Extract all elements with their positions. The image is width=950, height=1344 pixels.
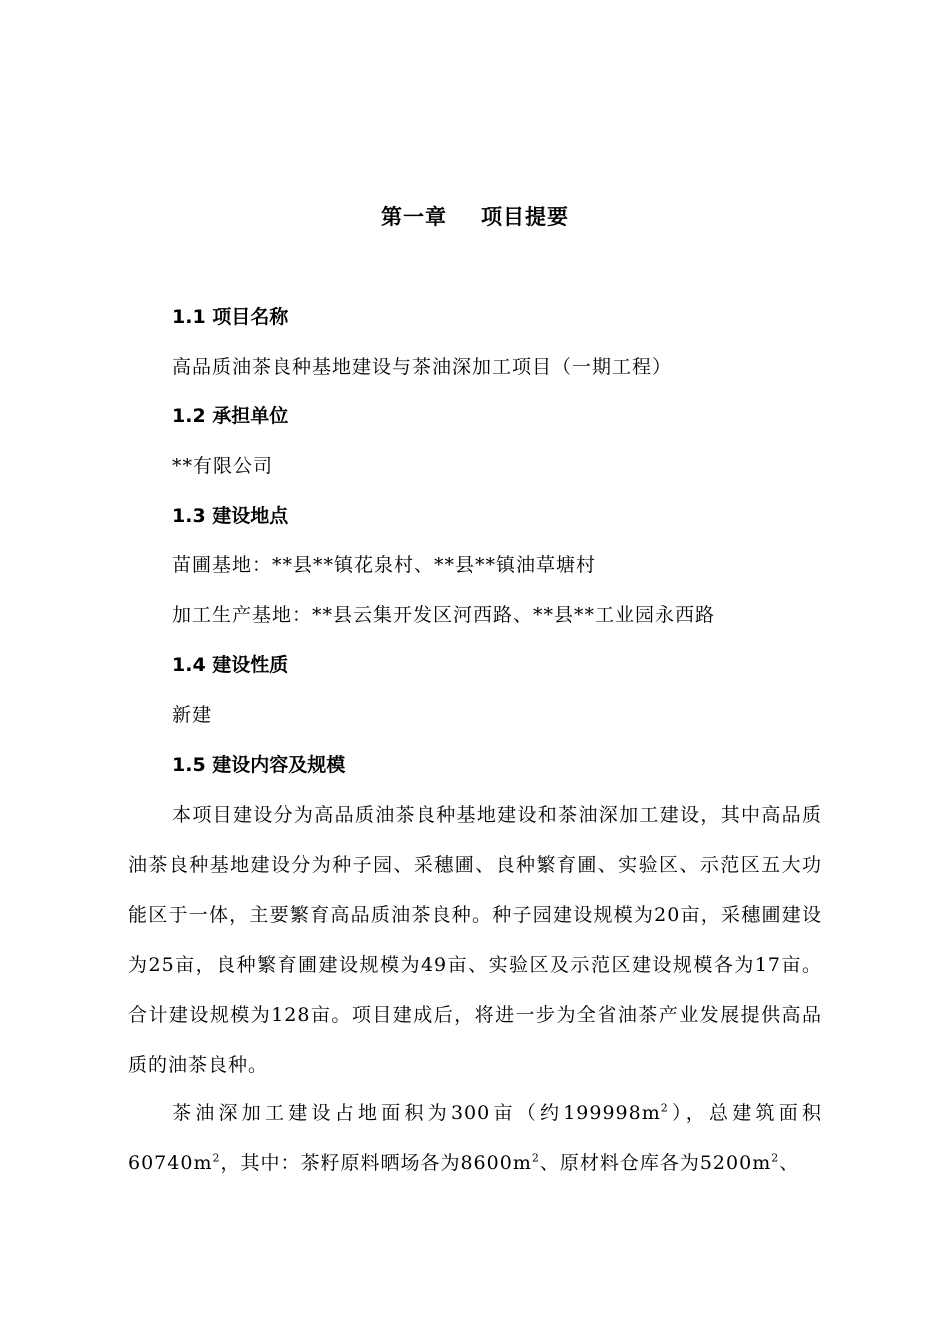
scope-paragraph-1: 本项目建设分为高品质油茶良种基地建设和茶油深加工建设，其中高品质油茶良种基地建设分为种子园、采穗圃、良种繁育圃、实验区、示范区五大功能区于一体，主要繁育高品质油茶良种。种子园建设规模为20亩，采穗圃建设为25亩，良种繁育圃建设规模为49亩、实验区及示范区建设规模各为17亩。合计建设规模为128亩。项目建成后，将进一步为全省油茶产业发展提供高品质的油茶良种。: [128, 804, 822, 1076]
chapter-name: 项目提要: [481, 205, 569, 229]
superscript-2: 2: [771, 1151, 780, 1165]
undertaking-unit-text: **有限公司: [172, 455, 274, 477]
scope-para2-part-e: 、: [779, 1152, 800, 1174]
construction-nature-text: 新建: [172, 704, 213, 726]
scope-paragraph-2: [128, 1088, 822, 1188]
section-heading-1-2: 1.2 承担单位: [172, 405, 289, 427]
scope-para2-part-b: ），总建筑面积60740m: [128, 1102, 822, 1174]
scope-para2-part-c: ，其中：茶籽原料晒场各为8600m: [220, 1152, 532, 1174]
superscript-2: 2: [660, 1101, 669, 1115]
scope-para2-part-a: 茶油深加工建设占地面积为300亩（约199998m: [172, 1102, 661, 1124]
section-heading-1-3: 1.3 建设地点: [172, 505, 289, 527]
scope-para2-part-d: 、原材料仓库各为5200m: [539, 1152, 772, 1174]
section-heading-1-4: 1.4 建设性质: [172, 654, 289, 676]
chapter-title: [0, 202, 950, 232]
section-heading-1-5: 1.5 建设内容及规模: [172, 754, 346, 776]
superscript-2: 2: [212, 1151, 221, 1165]
section-heading-1-1: 1.1 项目名称: [172, 306, 289, 328]
superscript-2: 2: [531, 1151, 540, 1165]
chapter-number: 第一章: [381, 205, 447, 229]
location-line-processing: 加工生产基地：**县云集开发区河西路、**县**工业园永西路: [172, 604, 716, 626]
project-name-text: 高品质油茶良种基地建设与茶油深加工项目（一期工程）: [172, 356, 673, 378]
location-line-nursery: 苗圃基地：**县**镇花泉村、**县**镇油草塘村: [172, 554, 597, 576]
